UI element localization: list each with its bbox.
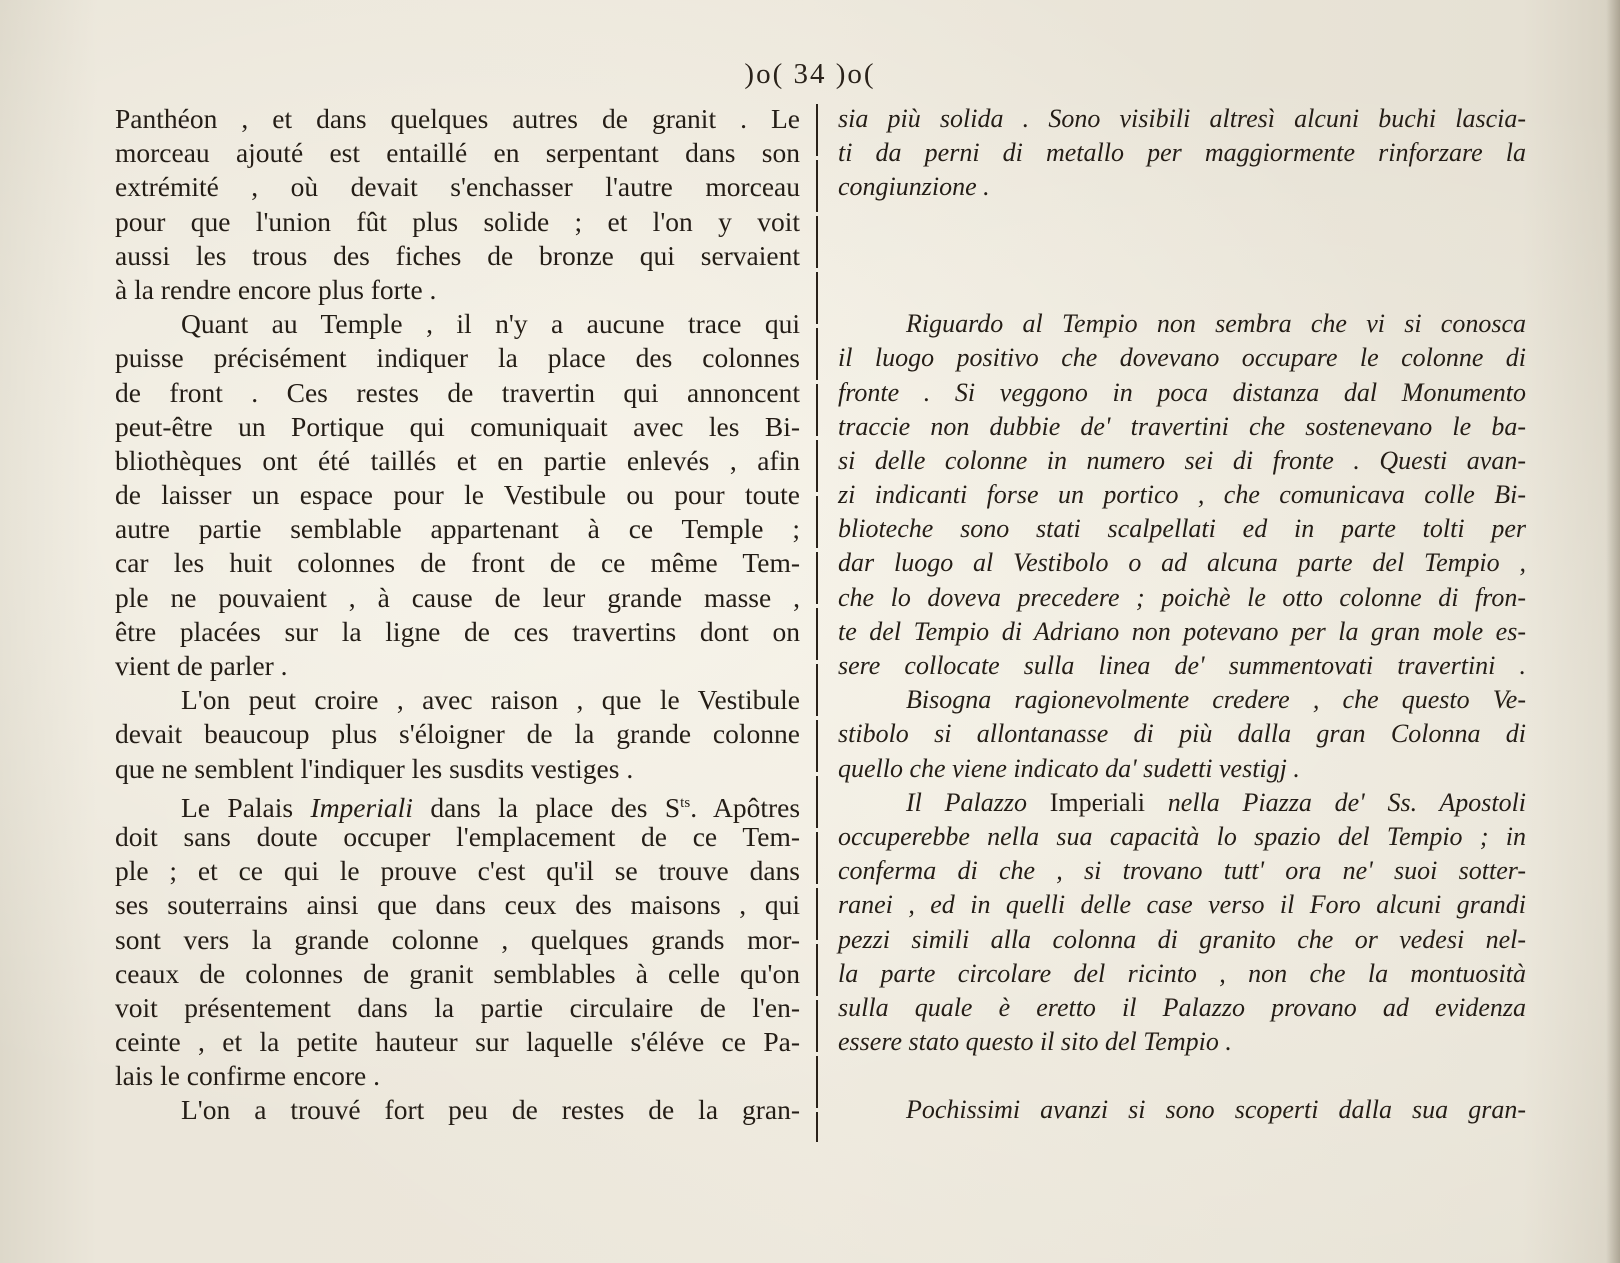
french-line: morceau ajouté est entaillé en serpentant dans son <box>115 137 800 169</box>
italian-line: ti da perni di metallo per maggiormente rinforzare la <box>838 138 1526 168</box>
italian-text-segment: Il Palazzo <box>906 787 1027 817</box>
column-spacer <box>838 205 1526 239</box>
french-line: devait beaucoup plus s'éloigner de la grande colonne <box>115 718 800 750</box>
italian-line: sulla quale è eretto il Palazzo provano ad evidenza <box>838 992 1526 1022</box>
italian-paragraph-start: Riguardo al Tempio non sembra che vi si conosca <box>906 309 1526 339</box>
french-paragraph-start <box>115 786 801 823</box>
italian-paragraph-start <box>838 786 1526 820</box>
page-header-number: )o( 34 )o( <box>744 58 876 90</box>
italian-roman-name: Imperiali <box>1049 787 1146 817</box>
french-line: ceinte , et la petite hauteur sur laquelle s'éléve ce Pa- <box>115 1026 800 1058</box>
column-spacer <box>838 1059 1526 1093</box>
italian-line: zi indicanti forse un portico , che comunicava colle Bi- <box>838 480 1526 510</box>
french-paragraph-start: L'on peut croire , avec raison , que le Vestibule <box>181 684 800 716</box>
french-line: Panthéon , et dans quelques autres de granit . Le <box>115 103 800 134</box>
french-line: ceaux de colonnes de granit semblables à celle qu'on <box>115 957 800 989</box>
page-edge-shadow <box>1606 0 1620 1263</box>
french-paragraph-start: Quant au Temple , il n'y a aucune trace qui <box>181 308 800 340</box>
italian-line: blioteche sono stati scalpellati ed in parte tolti per <box>838 514 1526 544</box>
french-paragraph-start: L'on a trouvé fort peu de restes de la gran- <box>181 1094 800 1126</box>
italian-line: si delle colonne in numero sei di fronte . Questi avan- <box>838 445 1526 475</box>
column-divider-rule <box>816 104 818 1142</box>
italian-line: te del Tempio di Adriano non potevano per la gran mole es- <box>838 616 1526 646</box>
french-line: que ne semblent l'indiquer les susdits vestiges . <box>115 752 634 784</box>
french-text-segment: dans la place des S <box>430 791 681 823</box>
french-text-column <box>115 102 800 1128</box>
french-italic-name: Imperiali <box>310 791 413 823</box>
french-text-segment: . Apôtres <box>690 791 801 823</box>
french-line: de laisser un espace pour le Vestibule ou pour toute <box>115 479 800 511</box>
french-line: vient de parler . <box>115 650 288 681</box>
italian-line: occuperebbe nella sua capacità lo spazio del Tempio ; in <box>838 821 1526 851</box>
italian-line: conferma di che , si trovano tutt' ora ne' suoi sotter- <box>838 856 1526 886</box>
french-text-segment: Le Palais <box>181 791 294 823</box>
italian-line: essere stato questo il sito del Tempio . <box>838 1027 1232 1057</box>
italian-line: che lo doveva precedere ; poichè le otto colonne di fron- <box>838 582 1526 612</box>
italian-text-column <box>838 102 1526 1128</box>
french-line: à la rendre encore plus forte . <box>115 273 437 305</box>
italian-line: sere collocate sulla linea de' summentovati travertini . <box>838 651 1526 680</box>
italian-line: congiunzione . <box>838 172 990 202</box>
italian-line: stibolo si allontanasse di più dalla gran Colonna di <box>838 719 1526 749</box>
italian-line: pezzi simili alla colonna di granito che or vedesi nel- <box>838 924 1526 954</box>
french-line: voit présentement dans la partie circulaire de l'en- <box>115 991 800 1023</box>
column-spacer <box>838 273 1526 307</box>
italian-line: dar luogo al Vestibolo o ad alcuna parte del Tempio , <box>838 548 1526 578</box>
italian-line: la parte circolare del ricinto , non che la montuosità <box>838 958 1526 988</box>
french-line: sont vers la grande colonne , quelques grands mor- <box>115 923 800 955</box>
french-line: pour que l'union fût plus solide ; et l'on y voit <box>115 205 800 237</box>
french-line: extrémité , où devait s'enchasser l'autre morceau <box>115 171 800 203</box>
french-line: puisse précisément indiquer la place des colonnes <box>115 342 800 374</box>
french-line: ses souterrains ainsi que dans ceux des maisons , qui <box>115 889 800 921</box>
column-spacer <box>838 239 1526 273</box>
italian-line: sia più solida . Sono visibili altresì alcuni buchi lascia- <box>838 104 1526 133</box>
french-line: être placées sur la ligne de ces travertins dont on <box>115 615 800 647</box>
french-line: peut-être un Portique qui comuniquait avec les Bi- <box>115 410 800 442</box>
italian-line: traccie non dubbie de' travertini che sostenevano le ba- <box>838 411 1526 441</box>
italian-line: quello che viene indicato da' sudetti vestigj . <box>838 753 1300 783</box>
french-line: aussi les trous des fiches de bronze qui servaient <box>115 239 800 271</box>
french-line: doit sans doute occuper l'emplacement de ce Tem- <box>115 820 800 852</box>
french-line: bliothèques ont été taillés et en partie enlevés , afin <box>115 444 800 476</box>
italian-line: il luogo positivo che dovevano occupare le colonne di <box>838 343 1526 373</box>
french-line: car les huit colonnes de front de ce même Tem- <box>115 547 800 579</box>
french-line: autre partie semblable appartenant à ce Temple ; <box>115 513 800 545</box>
italian-line: ranei , ed in quelli delle case verso il Foro alcuni grandi <box>838 890 1526 920</box>
italian-text-segment: nella Piazza de' Ss. Apostoli <box>1167 787 1527 817</box>
italian-line: fronte . Si veggono in poca distanza dal Monumento <box>838 377 1526 407</box>
italian-paragraph-start: Pochissimi avanzi si sono scoperti dalla sua gran- <box>906 1095 1526 1125</box>
french-line: ple ; et ce qui le prouve c'est qu'il se trouve dans <box>115 855 800 887</box>
french-line: ple ne pouvaient , à cause de leur grande masse , <box>115 581 800 613</box>
french-line: lais le confirme encore . <box>115 1060 380 1092</box>
french-line: de front . Ces restes de travertin qui annoncent <box>115 376 800 408</box>
french-superscript: ts <box>680 794 691 811</box>
italian-paragraph-start: Bisogna ragionevolmente credere , che questo Ve- <box>906 685 1526 715</box>
